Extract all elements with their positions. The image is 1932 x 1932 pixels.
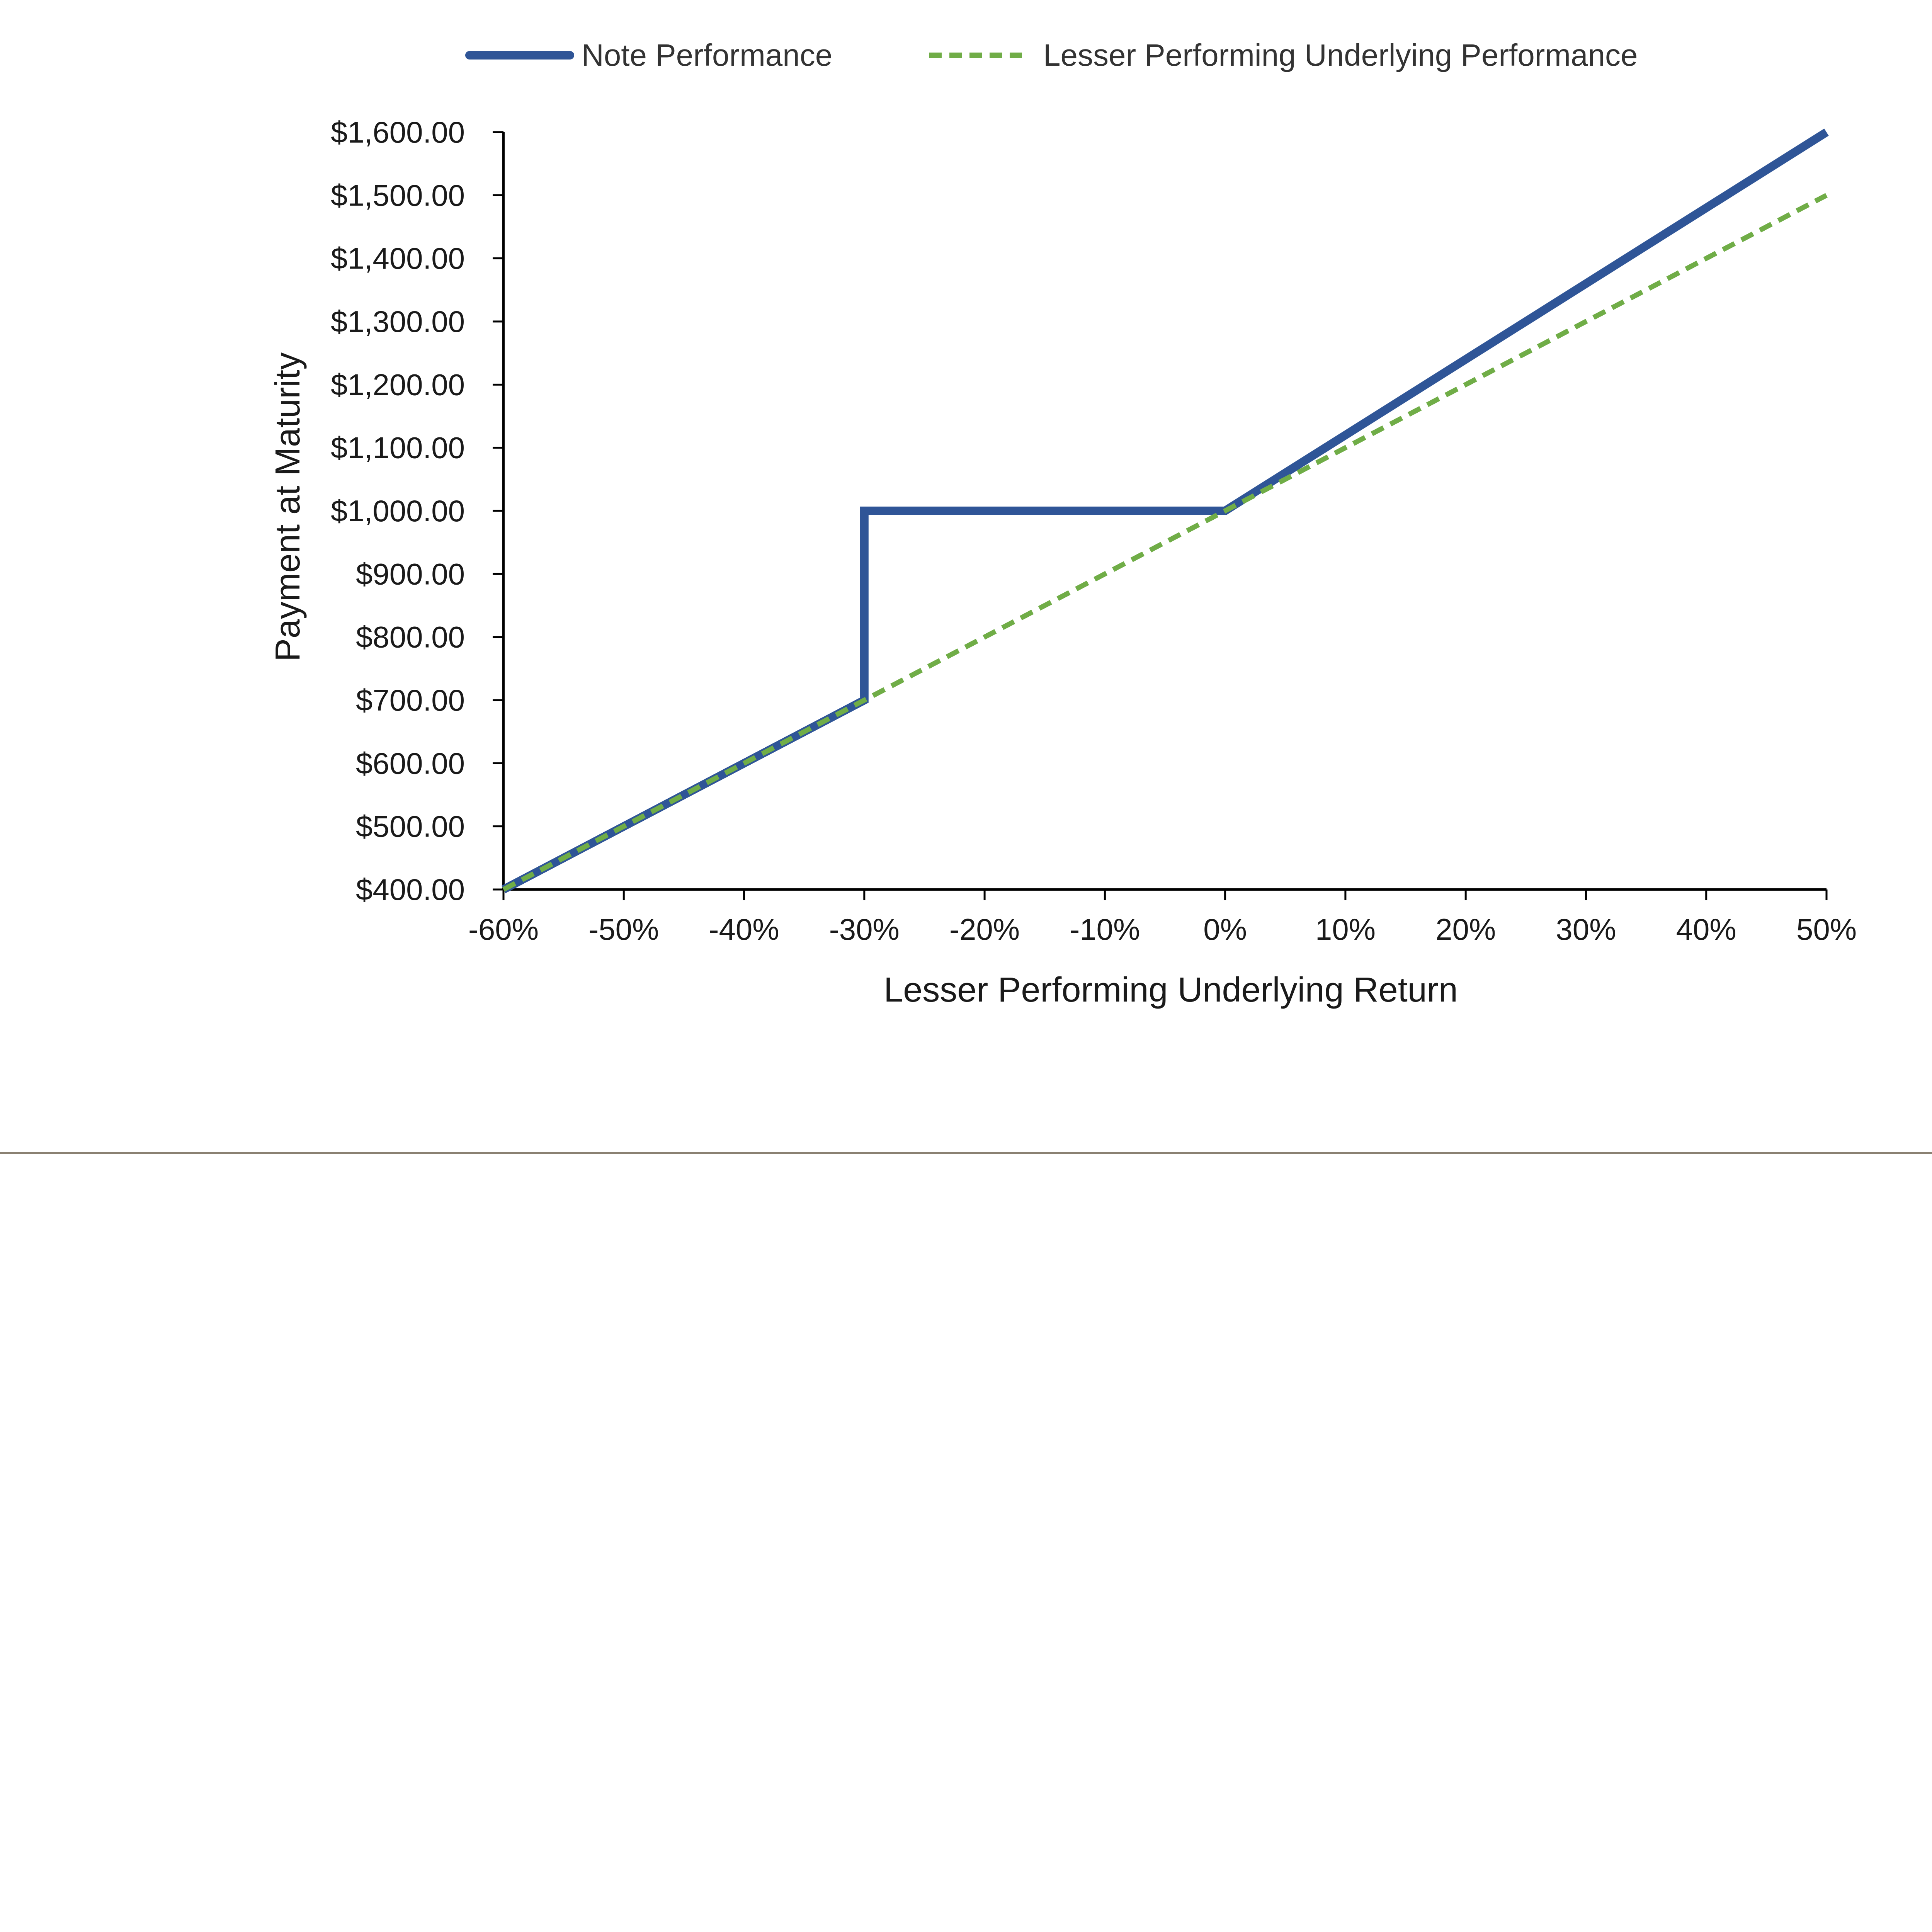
chart-legend [469,38,1638,72]
y-axis-ticks [331,115,503,906]
x-tick-label: 40% [1676,912,1736,946]
x-tick-label: 50% [1796,912,1857,946]
x-tick-label: -10% [1070,912,1140,946]
y-tick-label: $400.00 [356,872,465,906]
y-tick-label: $1,200.00 [330,367,465,402]
x-tick-label: 10% [1315,912,1376,946]
section-divider [0,1152,1932,1154]
legend-label-underlying-performance: Lesser Performing Underlying Performance [1043,38,1638,72]
x-axis-ticks [468,889,1857,946]
x-tick-label: -50% [588,912,659,946]
series-layer [503,132,1827,889]
y-tick-label: $1,100.00 [330,430,465,465]
legend-label-note-performance: Note Performance [582,38,833,72]
y-tick-label: $1,000.00 [330,494,465,528]
y-tick-label: $800.00 [356,620,465,654]
y-tick-label: $600.00 [356,746,465,781]
x-tick-label: 20% [1435,912,1496,946]
y-tick-label: $1,500.00 [330,178,465,213]
x-tick-label: -40% [709,912,779,946]
x-tick-label: -30% [829,912,900,946]
y-axis-title: Payment at Maturity [269,352,307,662]
y-tick-label: $500.00 [356,809,465,844]
x-axis-title: Lesser Performing Underlying Return [884,971,1458,1009]
x-tick-label: -60% [468,912,539,946]
x-tick-label: 30% [1556,912,1616,946]
x-tick-label: -20% [949,912,1020,946]
y-tick-label: $1,400.00 [330,241,465,276]
y-tick-label: $1,300.00 [330,304,465,338]
y-tick-label: $700.00 [356,683,465,717]
x-tick-label: 0% [1203,912,1247,946]
y-tick-label: $900.00 [356,557,465,591]
y-tick-label: $1,600.00 [330,115,465,149]
series-line-note-performance [503,132,1827,889]
